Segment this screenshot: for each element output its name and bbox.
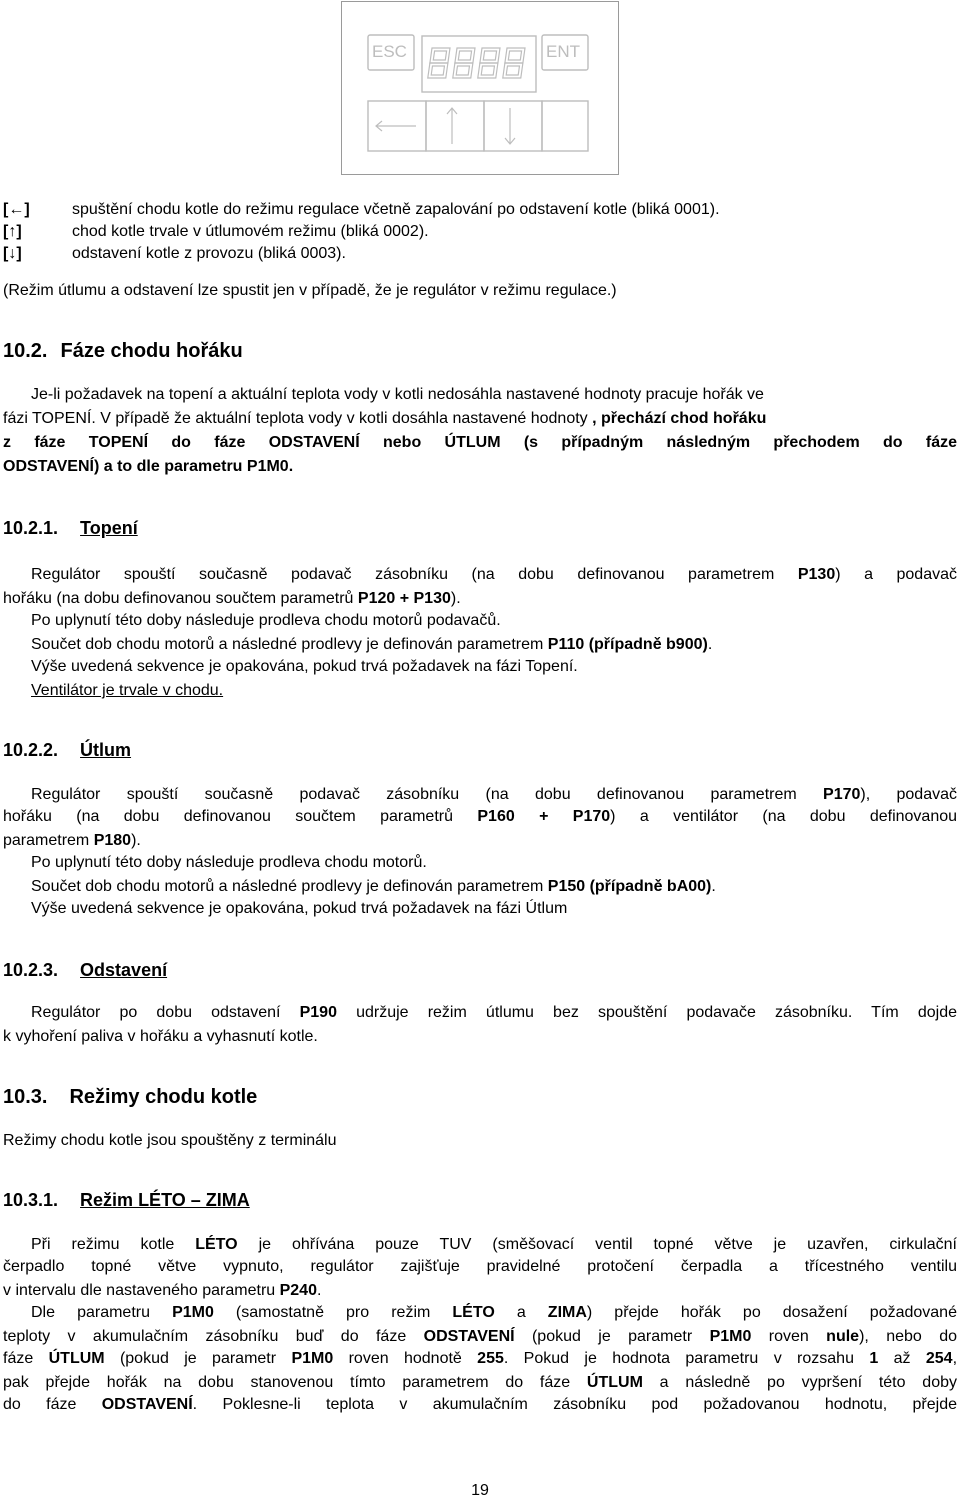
s1021-line2: hořáku (na dobu definovanou součtem parametrů P120 + P130). xyxy=(3,590,461,607)
heading-10-3: 10.3. Režimy chodu kotle xyxy=(3,1086,258,1108)
s102-line2: fázi TOPENÍ. V případě že aktuální teplota vody v kotli dosáhla nastavené hodnoty , přechází chod hořáku xyxy=(3,410,767,427)
page-number: 19 xyxy=(471,1482,489,1499)
mode-note: (Režim útlumu a odstavení lze spustit jen v případě, že je regulátor v režimu regulace.) xyxy=(3,282,617,299)
control-panel-figure xyxy=(341,1,619,175)
ent-label: ENT xyxy=(546,42,580,61)
display-digits xyxy=(428,48,525,78)
s1023-line2: k vyhoření paliva v hořáku a vyhasnutí kotle. xyxy=(3,1028,318,1045)
s1021-line4: Součet dob chodu motorů a následné prodlevy je definován parametrem P110 (případně b900). xyxy=(31,636,713,653)
key-up-desc: chod kotle trvale v útlumovém režimu (bliká 0002). xyxy=(72,223,429,240)
arrow-down-icon: ↓ xyxy=(8,245,17,262)
extra-button-frame xyxy=(542,101,588,151)
down-button-frame xyxy=(484,101,542,151)
display-frame xyxy=(422,36,536,92)
s1022-line2: hořáku (na dobu definovanou součtem parametrů P160 + P170) a ventilátor (na dobu definovanou xyxy=(3,808,958,825)
s1031-p1-line1: Při režimu kotle LÉTO je ohřívána pouze TUV (směšovací ventil topné větve je uzavřen, cirkulační xyxy=(31,1236,957,1253)
heading-10-2: 10.2. Fáze chodu hořáku xyxy=(3,340,243,362)
s103-line1: Režimy chodu kotle jsou spouštěny z terminálu xyxy=(3,1132,337,1149)
arrow-down-icon xyxy=(505,108,515,144)
s1021-line3: Po uplynutí této doby následuje prodleva chodu motorů podavačů. xyxy=(31,612,501,629)
s1022-line3: parametrem P180). xyxy=(3,832,141,849)
s1031-p1-line3: v intervalu dle nastaveného parametru P240. xyxy=(3,1282,322,1299)
arrow-up-icon xyxy=(447,108,457,144)
s102-line3: z fáze TOPENÍ do fáze ODSTAVENÍ nebo ÚTLUM (s případným následným přechodem do fáze xyxy=(3,434,957,451)
s1022-line6: Výše uvedená sekvence je opakována, pokud trvá požadavek na fázi Útlum xyxy=(31,900,568,917)
s102-line4: ODSTAVENÍ) a to dle parametru P1M0. xyxy=(3,458,294,475)
s1022-line5: Součet dob chodu motorů a následné prodlevy je definován parametrem P150 (případně bA00). xyxy=(31,878,716,895)
s1031-p2-line1: Dle parametru P1M0 (samostatně pro režim LÉTO a ZIMA) přejde hořák po dosažení požadované xyxy=(31,1304,957,1321)
key-left-desc: spuštění chodu kotle do režimu regulace včetně zapalování po odstavení kotle (bliká 0001). xyxy=(72,201,720,218)
key-down: [↓] xyxy=(3,245,22,262)
s1021-line6: Ventilátor je trvale v chodu. xyxy=(31,682,224,699)
s1021-line5: Výše uvedená sekvence je opakována, pokud trvá požadavek na fázi Topení. xyxy=(31,658,578,675)
key-left: [←] xyxy=(3,201,30,218)
heading-10-2-3: 10.2.3. Odstavení xyxy=(3,960,168,980)
s1031-p2-line5: do fáze ODSTAVENÍ. Poklesne-li teplota v akumulačním zásobníku pod požadovanou hodnotu, přejde xyxy=(3,1396,957,1413)
s1022-line1: Regulátor spouští současně podavač zásobníku (na dobu definovanou parametrem P170), podavač xyxy=(31,786,958,803)
heading-10-2-1: 10.2.1. Topení xyxy=(3,518,138,538)
heading-10-2-2: 10.2.2. Útlum xyxy=(3,740,132,760)
key-up: [↑] xyxy=(3,223,22,240)
s1031-p2-line3: fáze ÚTLUM (pokud je parametr P1M0 roven hodnotě 255. Pokud je hodnota parametru v rozsahu 1 až 254, xyxy=(3,1350,958,1367)
s1031-p1-line2: čerpadlo topné větve vypnuto, regulátor zajišťuje pravidelné protočení čerpadla a třícestného ventilu xyxy=(3,1258,957,1275)
arrow-left-icon: ← xyxy=(8,201,25,218)
esc-label: ESC xyxy=(372,42,407,61)
key-down-desc: odstavení kotle z provozu (bliká 0003). xyxy=(72,245,346,262)
s1031-p2-line4: pak přejde hořák na dobu stanovenou tímto parametrem do fáze ÚTLUM a následně po vypršení této doby xyxy=(3,1374,957,1391)
s102-line1: Je-li požadavek na topení a aktuální teplota vody v kotli nedosáhla nastavené hodnoty pracuje hořák ve xyxy=(31,386,764,403)
up-button-frame xyxy=(426,101,484,151)
s1022-line4: Po uplynutí této doby následuje prodleva chodu motorů. xyxy=(31,854,427,871)
s1023-line1: Regulátor po dobu odstavení P190 udržuje režim útlumu bez spouštění podavače zásobníku. Tím dojde xyxy=(31,1004,957,1021)
heading-10-3-1: 10.3.1. Režim LÉTO – ZIMA xyxy=(3,1190,250,1210)
control-panel-svg xyxy=(342,2,620,176)
arrow-left-icon xyxy=(376,121,416,131)
arrow-up-icon: ↑ xyxy=(8,223,17,240)
s1021-line1: Regulátor spouští současně podavač zásobníku (na dobu definovanou parametrem P130) a podavač xyxy=(31,566,958,583)
s1031-p2-line2: teploty v akumulačním zásobníku buď do fáze ODSTAVENÍ (pokud je parametr P1M0 roven nule), nebo do xyxy=(3,1328,958,1345)
